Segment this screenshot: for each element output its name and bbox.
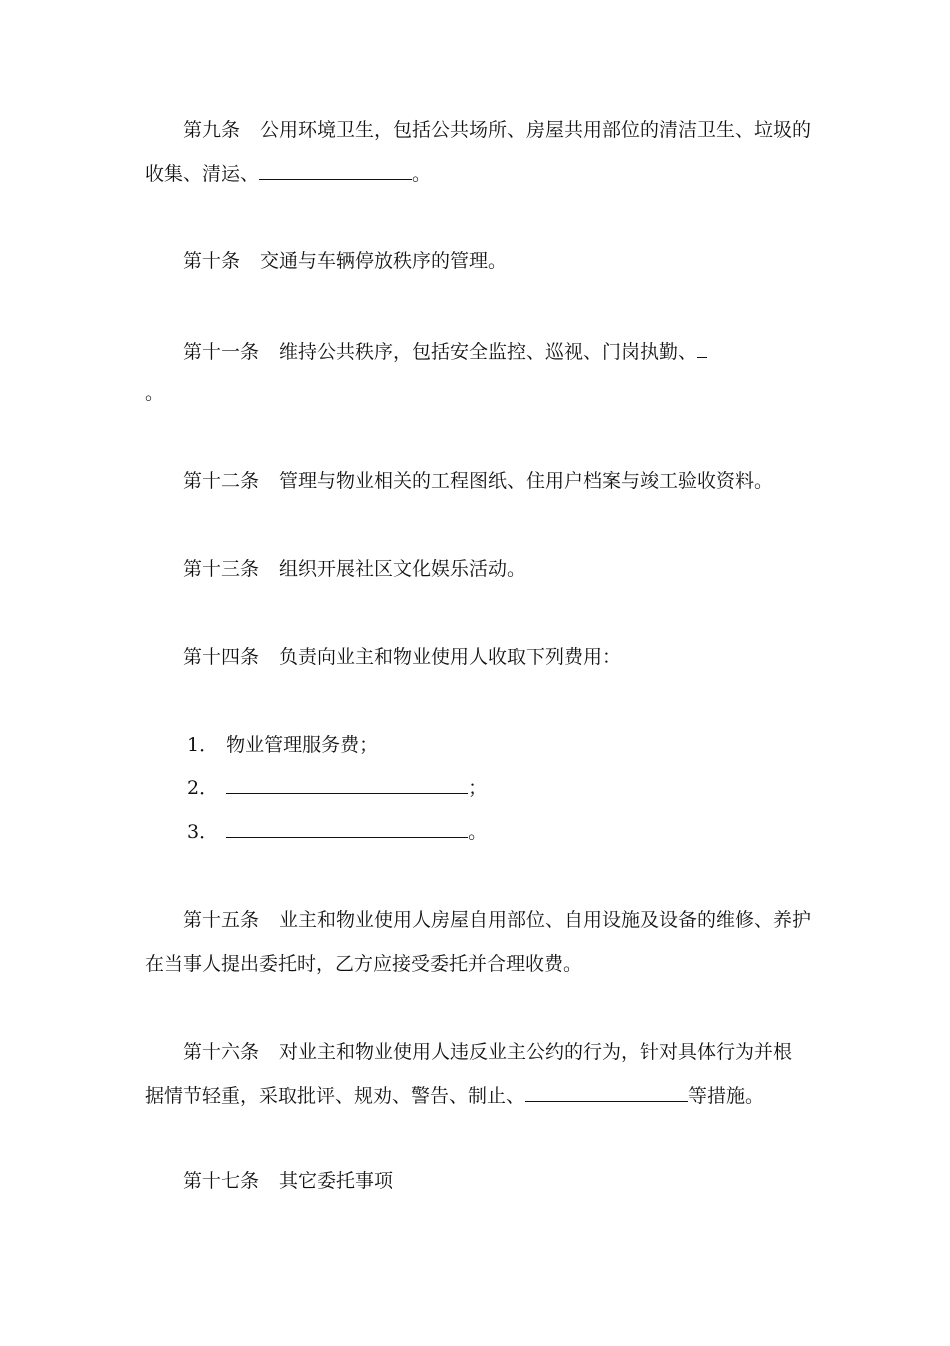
article-9-end: 。 bbox=[412, 163, 432, 185]
article-12-text: 管理与物业相关的工程图纸、住用户档案与竣工验收资料。 bbox=[279, 470, 774, 492]
article-15-line-2 bbox=[145, 952, 582, 976]
article-17-label: 第十七条 bbox=[183, 1170, 260, 1192]
list-item-end: 。 bbox=[468, 821, 488, 843]
list-item-number: 1． bbox=[187, 734, 219, 756]
article-11-text: 维持公共秩序，包括安全监控、巡视、门岗执勤、 bbox=[279, 341, 698, 363]
article-9-text-2: 收集、清运、 bbox=[145, 163, 260, 185]
article-11-line-2 bbox=[145, 381, 164, 405]
article-16-end: 等措施。 bbox=[688, 1085, 765, 1107]
article-13-label: 第十三条 bbox=[183, 558, 260, 580]
list-item bbox=[187, 775, 487, 799]
article-11-end: 。 bbox=[145, 382, 165, 404]
article-17-text: 其它委托事项 bbox=[279, 1170, 394, 1192]
article-16-line-1 bbox=[183, 1040, 792, 1064]
list-item-number: 3． bbox=[187, 821, 219, 843]
blank-field bbox=[226, 819, 468, 838]
article-14 bbox=[183, 645, 621, 669]
article-14-label: 第十四条 bbox=[183, 646, 260, 668]
blank-field bbox=[525, 1083, 688, 1102]
article-10 bbox=[183, 249, 507, 273]
blank-field bbox=[226, 775, 468, 794]
article-15-line-1 bbox=[183, 908, 811, 932]
article-9-line-2 bbox=[145, 161, 431, 185]
article-12-label: 第十二条 bbox=[183, 470, 260, 492]
article-9-label: 第九条 bbox=[183, 119, 241, 141]
list-item bbox=[187, 733, 378, 757]
article-9-text-1: 公用环境卫生，包括公共场所、房屋共用部位的清洁卫生、垃圾的 bbox=[260, 119, 812, 141]
article-16-text-1: 对业主和物业使用人违反业主公约的行为，针对具体行为并根 bbox=[279, 1041, 793, 1063]
article-16-label: 第十六条 bbox=[183, 1041, 260, 1063]
article-10-label: 第十条 bbox=[183, 250, 241, 272]
article-15-label: 第十五条 bbox=[183, 909, 260, 931]
list-item-number: 2． bbox=[187, 777, 219, 799]
article-13-text: 组织开展社区文化娱乐活动。 bbox=[279, 558, 527, 580]
article-11-label: 第十一条 bbox=[183, 341, 260, 363]
article-10-text: 交通与车辆停放秩序的管理。 bbox=[260, 250, 508, 272]
article-15-text-2: 在当事人提出委托时，乙方应接受委托并合理收费。 bbox=[145, 953, 583, 975]
article-14-text: 负责向业主和物业使用人收取下列费用： bbox=[279, 646, 622, 668]
article-11-line-1 bbox=[183, 339, 707, 363]
blank-field bbox=[697, 339, 707, 358]
blank-field bbox=[259, 161, 412, 180]
list-item bbox=[187, 819, 487, 843]
list-item-end: ； bbox=[468, 777, 488, 799]
article-16-line-2 bbox=[145, 1083, 764, 1107]
article-15-text-1: 业主和物业使用人房屋自用部位、自用设施及设备的维修、养护 bbox=[279, 909, 812, 931]
article-13 bbox=[183, 557, 526, 581]
article-9-line-1 bbox=[183, 118, 811, 142]
article-12 bbox=[183, 469, 773, 493]
article-16-text-2: 据情节轻重，采取批评、规劝、警告、制止、 bbox=[145, 1085, 526, 1107]
article-17 bbox=[183, 1169, 393, 1193]
list-item-text: 物业管理服务费； bbox=[226, 734, 379, 756]
